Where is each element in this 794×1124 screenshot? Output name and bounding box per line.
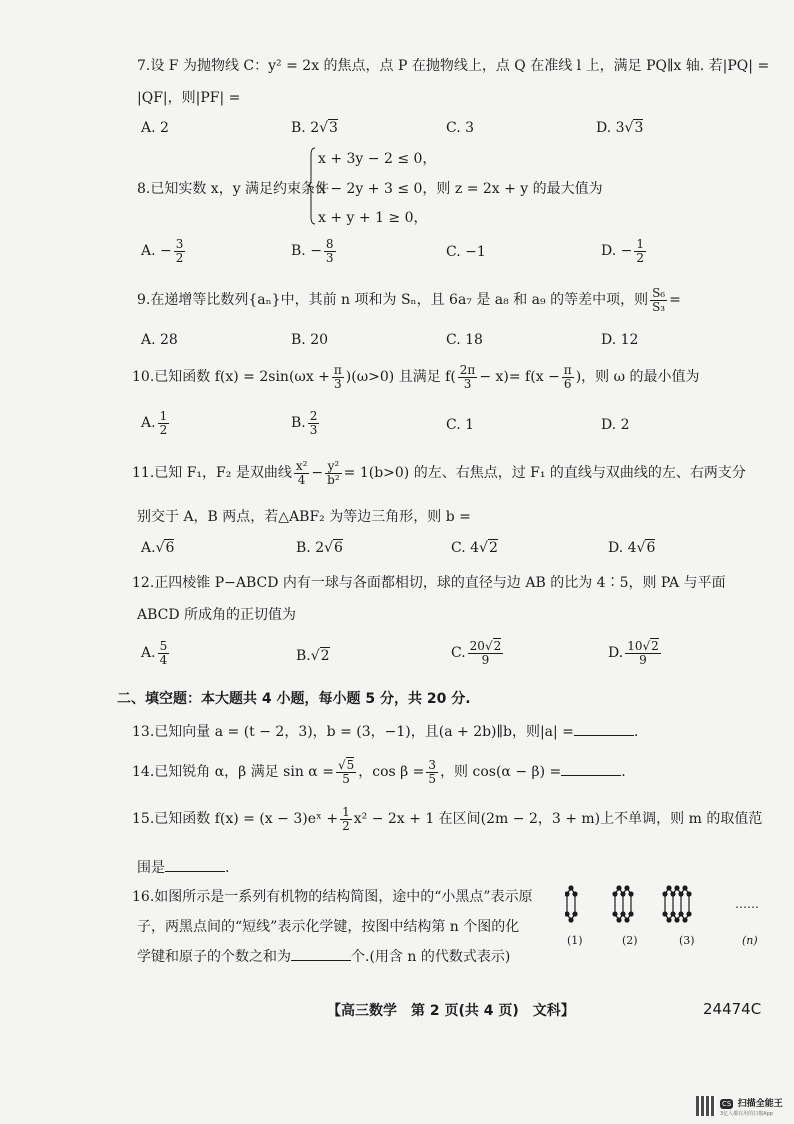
q16-line2: 子，两黑点间的“短线”表示化学键，按图中结构第 n 个图的化: [137, 919, 520, 935]
q14-stem: 14.已知锐角 α，β 满足 sin α = $\frac{√5}{5}$ ，cos β = $\frac{3}{5}$ ，则 cos(α − β) = .: [132, 758, 626, 786]
q8-constraint-1: x + 3y − 2 ≤ 0，: [318, 151, 437, 167]
q10-option-b: B. $\frac{2}{3}$: [291, 409, 318, 437]
q11-option-c: C. 4√2: [451, 540, 498, 556]
molecule-3: [663, 886, 691, 922]
q8-constraint-2: x − 2y + 3 ≤ 0，则 z = 2x + y 的最大值为: [318, 181, 603, 197]
q16-answer-blank[interactable]: [291, 948, 351, 961]
q7-line1: 7.设 F 为抛物线 C：y² = 2x 的焦点，点 P 在抛物线上，点 Q 在准线 l 上，满足 PQ∥x 轴. 若|PQ| =: [137, 58, 770, 74]
scanner-watermark: [696, 1094, 783, 1117]
molecule-1: [565, 886, 577, 922]
q16-line1: 16.如图所示是一系列有机物的结构简图，途中的“小黑点”表示原: [132, 889, 533, 905]
q12-option-b: B.√2: [296, 648, 330, 664]
q12-line1: 12.正四棱锥 P−ABCD 内有一球与各面都相切，球的直径与边 AB 的比为 4∶5，则 PA 与平面: [132, 575, 726, 591]
q9-stem: 9.在递增等比数列{aₙ}中，其前 n 项和为 Sₙ，且 6a₇ 是 a₈ 和 a₉ 的等差中项，则 $\frac{\text{S₆}}{\text{S₃}}$ =: [137, 286, 681, 314]
scanner-name: 扫描全能王: [737, 1099, 783, 1109]
q9-option-b: B. 20: [291, 332, 329, 348]
q12-option-a: A. $\frac{5}{4}$: [141, 639, 168, 667]
molecule-2: [613, 886, 633, 922]
q10-option-c: C. 1: [446, 417, 475, 433]
q16-line3: 学键和原子的个数之和为 个.(用含 n 的代数式表示): [137, 949, 511, 965]
q9-option-c: C. 18: [446, 332, 483, 348]
q8-option-d: D. − $\frac{1}{2}$: [601, 237, 644, 265]
q8-prefix: 8.已知实数 x，y 满足约束条件: [137, 181, 330, 197]
q10-option-a: A. $\frac{1}{2}$: [141, 409, 168, 437]
q8-constraint-3: x + y + 1 ≥ 0，: [318, 210, 428, 226]
q7-option-c: C. 3: [446, 120, 475, 136]
figure-label-1: (1): [567, 934, 583, 947]
q8-option-c: C. −1: [446, 244, 486, 260]
exam-code: 24474C: [703, 1000, 762, 1018]
figure-label-3: (3): [679, 934, 695, 947]
qr-code-icon: [696, 1096, 716, 1116]
q7-option-b: B. 2√3: [291, 120, 338, 136]
q13-answer-blank[interactable]: [574, 723, 634, 736]
q12-line2: ABCD 所成角的正切值为: [137, 607, 297, 623]
q7-option-d: D. 3√3: [596, 120, 644, 136]
molecule-ellipsis: ……: [735, 897, 759, 911]
q11-option-b: B. 2√6: [296, 540, 343, 556]
q16-molecule-figure: [565, 882, 765, 930]
q12-option-c: C. $\frac{20√2}{9}$: [451, 639, 502, 667]
section-2-heading: 二、填空题：本大题共 4 小题，每小题 5 分，共 20 分.: [117, 691, 471, 707]
q7-option-a: A. 2: [141, 120, 169, 136]
q7-line2: |QF|，则|PF| =: [137, 90, 241, 106]
figure-label-2: (2): [622, 934, 638, 947]
q11-line2: 别交于 A，B 两点，若△ABF₂ 为等边三角形，则 b =: [137, 509, 471, 525]
q13-stem: 13.已知向量 a = (t − 2，3)，b = (3，−1)，且(a + 2b)∥b，则|a| = .: [132, 724, 639, 740]
scanner-tagline: 3亿人都在用的扫描App: [720, 1111, 773, 1117]
q15-line2: 围是 .: [137, 860, 230, 876]
q10-stem: 10.已知函数 f(x) = 2sin(ωx + $\frac{\pi}{3}$ )(ω>0) 且满足 f( $\frac{2\pi}{3}$ − x)= f(x − $\frac{\pi}{6}$ )，则 ω 的最小值为: [132, 363, 700, 391]
q15-line1: 15.已知函数 f(x) = (x − 3)eˣ + $\frac{1}{2}$ x² − 2x + 1 在区间(2m − 2，3 + m)上不单调，则 m 的取值范: [132, 805, 763, 833]
page-footer: 【高三数学 第 2 页(共 4 页) 文科】: [327, 1003, 575, 1019]
q15-answer-blank[interactable]: [165, 859, 225, 872]
q10-option-d: D. 2: [601, 417, 630, 433]
q11-line1: 11.已知 F₁，F₂ 是双曲线 $\frac{\text{x²}}{4}$ − $\frac{\text{y²}}{\text{b²}}$ = 1(b>0) 的左、右焦点，过 F₁ 的直线与双曲线的左、右两支分: [132, 459, 746, 487]
q9-option-d: D. 12: [601, 332, 639, 348]
q11-option-d: D. 4√6: [608, 540, 656, 556]
q14-answer-blank[interactable]: [561, 763, 621, 776]
q8-option-a: A. − $\frac{3}{2}$: [141, 237, 184, 265]
q8-option-b: B. − $\frac{8}{3}$: [291, 237, 334, 265]
figure-label-n: (n): [742, 934, 758, 947]
q12-option-d: D. $\frac{10√2}{9}$: [608, 639, 659, 667]
q11-option-a: A.√6: [141, 540, 175, 556]
camscanner-logo: CS: [722, 1100, 732, 1108]
q9-option-a: A. 28: [141, 332, 178, 348]
q8-constraint-brace: [308, 147, 316, 225]
